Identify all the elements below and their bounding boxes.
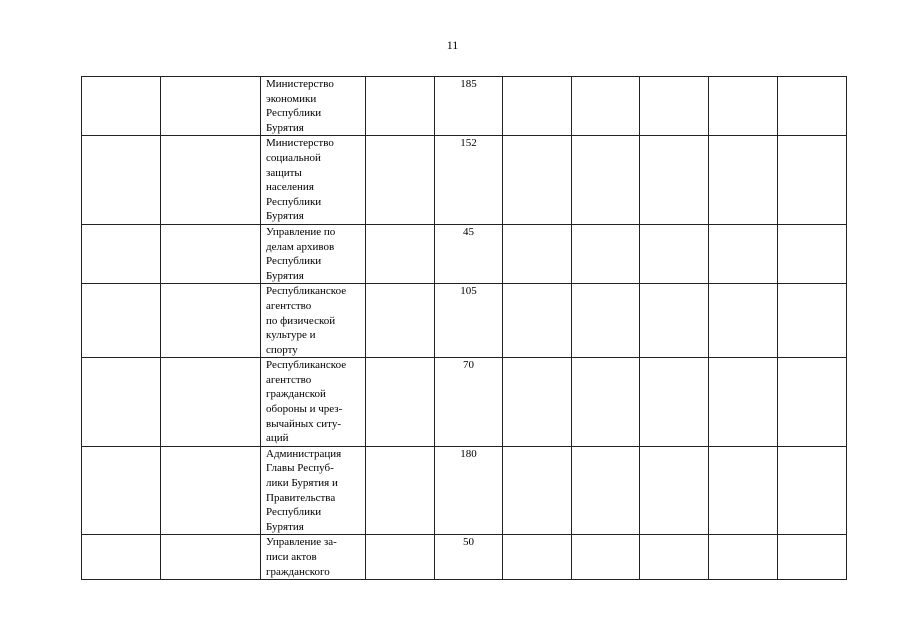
empty-cell-col1 bbox=[82, 224, 161, 283]
value-cell: 180 bbox=[435, 446, 503, 535]
organization-name-cell: Управление за- писи актов гражданского bbox=[261, 535, 366, 580]
value-cell: 70 bbox=[435, 358, 503, 447]
organization-name-cell: Управление по делам архивов Республики Бурятия bbox=[261, 224, 366, 283]
empty-cell bbox=[778, 446, 847, 535]
empty-cell-col4 bbox=[366, 535, 435, 580]
empty-cell-col2 bbox=[161, 535, 261, 580]
empty-cell bbox=[709, 136, 778, 225]
empty-cell bbox=[709, 224, 778, 283]
empty-cell bbox=[778, 358, 847, 447]
empty-cell bbox=[778, 136, 847, 225]
table-row bbox=[82, 535, 847, 580]
table-row bbox=[82, 358, 847, 447]
empty-cell-col2 bbox=[161, 284, 261, 358]
empty-cell-col2 bbox=[161, 358, 261, 447]
empty-cell bbox=[503, 284, 572, 358]
empty-cell bbox=[640, 535, 709, 580]
empty-cell bbox=[778, 77, 847, 136]
empty-cell bbox=[572, 136, 640, 225]
value-cell: 50 bbox=[435, 535, 503, 580]
empty-cell bbox=[572, 535, 640, 580]
empty-cell bbox=[640, 224, 709, 283]
organization-name-cell: Министерство экономики Республики Бурятия bbox=[261, 77, 366, 136]
organization-name-cell: Министерство социальной защиты населения Республики Бурятия bbox=[261, 136, 366, 225]
empty-cell-col4 bbox=[366, 136, 435, 225]
table-row bbox=[82, 446, 847, 535]
data-table bbox=[81, 76, 847, 580]
empty-cell-col1 bbox=[82, 535, 161, 580]
value-cell: 45 bbox=[435, 224, 503, 283]
empty-cell-col2 bbox=[161, 446, 261, 535]
empty-cell bbox=[709, 77, 778, 136]
value-cell: 152 bbox=[435, 136, 503, 225]
empty-cell-col4 bbox=[366, 224, 435, 283]
empty-cell-col1 bbox=[82, 77, 161, 136]
organization-name-cell: Республиканское агентство гражданской обороны и чрез- вычайных ситу- аций bbox=[261, 358, 366, 447]
empty-cell-col4 bbox=[366, 446, 435, 535]
value-cell: 185 bbox=[435, 77, 503, 136]
organization-name-cell: Администрация Главы Респуб- лики Бурятия и Правительства Республики Бурятия bbox=[261, 446, 366, 535]
empty-cell bbox=[709, 358, 778, 447]
empty-cell bbox=[709, 446, 778, 535]
empty-cell-col2 bbox=[161, 224, 261, 283]
empty-cell bbox=[572, 77, 640, 136]
table-row bbox=[82, 136, 847, 225]
value-cell: 105 bbox=[435, 284, 503, 358]
empty-cell bbox=[572, 284, 640, 358]
table-row bbox=[82, 284, 847, 358]
empty-cell bbox=[709, 535, 778, 580]
empty-cell bbox=[503, 358, 572, 447]
table-row bbox=[82, 224, 847, 283]
empty-cell bbox=[709, 284, 778, 358]
empty-cell-col1 bbox=[82, 136, 161, 225]
empty-cell bbox=[503, 224, 572, 283]
table-row bbox=[82, 77, 847, 136]
empty-cell bbox=[640, 446, 709, 535]
empty-cell bbox=[778, 535, 847, 580]
empty-cell bbox=[640, 284, 709, 358]
empty-cell bbox=[778, 284, 847, 358]
empty-cell bbox=[572, 358, 640, 447]
empty-cell-col1 bbox=[82, 358, 161, 447]
organization-name-cell: Республиканское агентство по физической культуре и спорту bbox=[261, 284, 366, 358]
empty-cell-col4 bbox=[366, 284, 435, 358]
empty-cell bbox=[503, 136, 572, 225]
empty-cell-col2 bbox=[161, 136, 261, 225]
empty-cell-col4 bbox=[366, 358, 435, 447]
page-number: 11 bbox=[446, 38, 459, 52]
empty-cell bbox=[503, 446, 572, 535]
empty-cell bbox=[572, 224, 640, 283]
empty-cell bbox=[640, 77, 709, 136]
empty-cell bbox=[503, 77, 572, 136]
empty-cell bbox=[640, 358, 709, 447]
empty-cell-col1 bbox=[82, 446, 161, 535]
empty-cell-col2 bbox=[161, 77, 261, 136]
empty-cell bbox=[572, 446, 640, 535]
empty-cell bbox=[503, 535, 572, 580]
empty-cell-col1 bbox=[82, 284, 161, 358]
empty-cell-col4 bbox=[366, 77, 435, 136]
empty-cell bbox=[778, 224, 847, 283]
table-body bbox=[82, 77, 847, 580]
empty-cell bbox=[640, 136, 709, 225]
